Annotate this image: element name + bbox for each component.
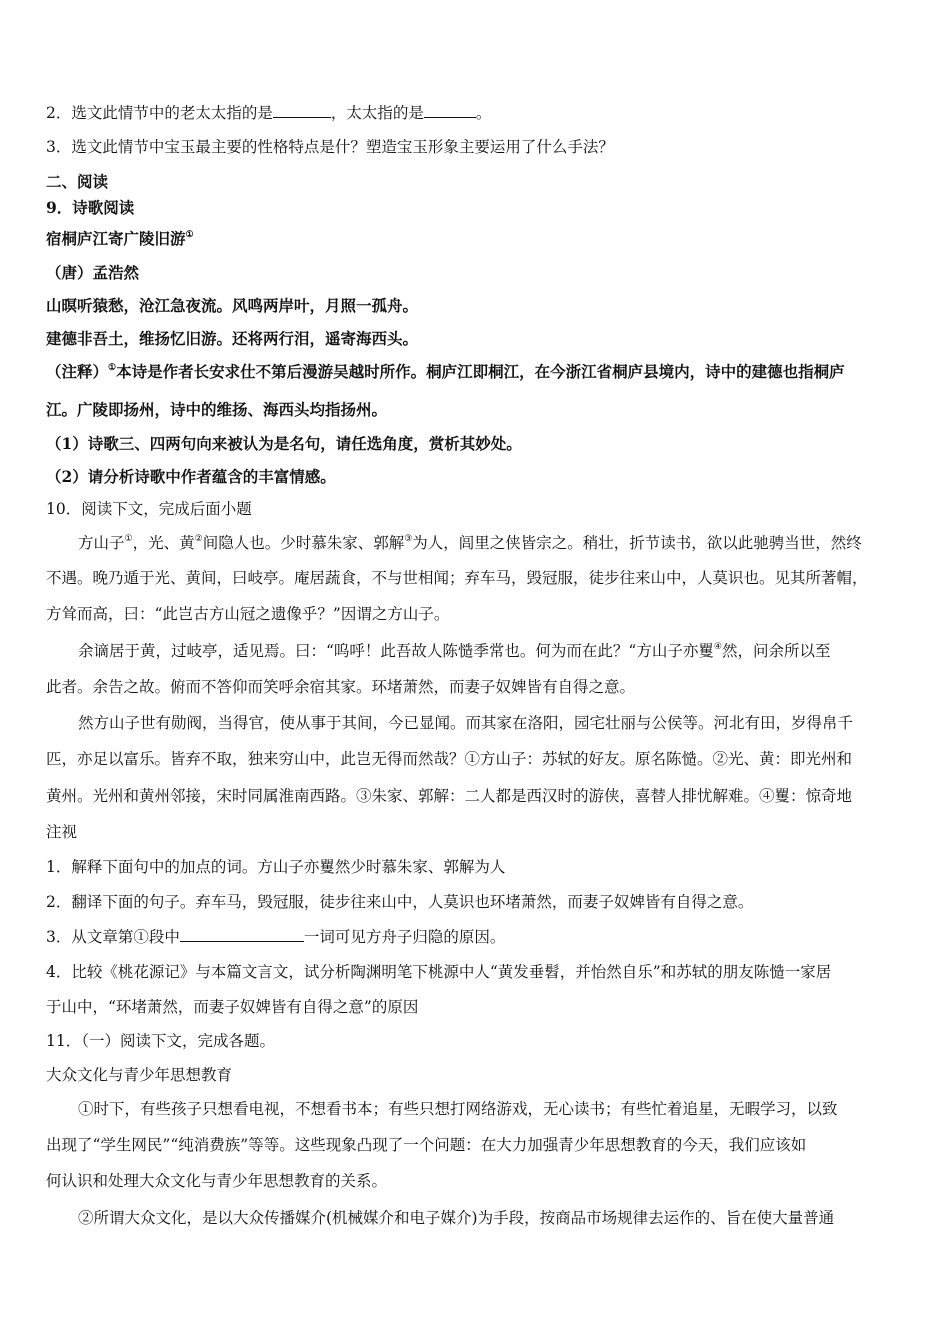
poem-line: 建德非吾土，维扬忆旧游。还将两行泪，遥寄海西头。 [46, 329, 419, 348]
q9-question: （1）诗歌三、四两句向来被认为是名句，请任选角度，赏析其妙处。 [46, 434, 522, 453]
q8-sub3: 3．选文此情节中宝玉最主要的性格特点是什？塑造宝玉形象主要运用了什么手法？ [46, 138, 614, 156]
passage-line: 匹，亦足以富乐。皆弃不取，独来穷山中，此岂无得而然哉？①方山子：苏轼的好友。原名陈慥。②光、黄：即光州和 [46, 750, 853, 768]
poem-note: 江。广陵即扬州，诗中的维扬、海西头均指扬州。 [46, 400, 388, 419]
passage-line: 出现了“学生网民”“纯消费族”等等。这些现象凸现了一个问题：在大力加强青少年思想教育的今天，我们应该如 [46, 1136, 807, 1154]
answer-blank[interactable] [180, 926, 304, 942]
answer-blank[interactable] [424, 102, 476, 118]
poem-author: （唐）孟浩然 [46, 263, 140, 282]
passage-line: 不遇。晚乃遁于光、黄间，曰岐亭。庵居蔬食，不与世相闻；弃车马，毁冠服，徒步往来山中，人莫识也。见其所著帽， [46, 569, 868, 587]
q10-subquestion: 1．解释下面句中的加点的词。方山子亦矍然少时慕朱家、郭解为人 [46, 858, 506, 876]
passage-line: 方山子①，光、黄②间隐人也。少时慕朱家、郭解③为人，闾里之侠皆宗之。稍壮，折节读书，欲以此驰骋当世，然终 [78, 534, 862, 552]
passage-line: 何认识和处理大众文化与青少年思想教育的关系。 [46, 1172, 388, 1190]
q9-title: 9．诗歌阅读 [46, 198, 135, 217]
q10-subquestion: 4．比较《桃花源记》与本篇文言文，试分析陶渊明笔下桃源中人“黄发垂髫，并怡然自乐”和苏轼的朋友陈慥一家居 [46, 963, 832, 981]
article-title: 大众文化与青少年思想教育 [46, 1066, 233, 1084]
q8-sub2: 2．选文此情节中的老太太指的是 ，太太指的是 。 [46, 104, 492, 122]
passage-line: ①时下，有些孩子只想看电视，不想看书本；有些只想打网络游戏，无心读书；有些忙着追星，无暇学习，以致 [78, 1100, 838, 1118]
q10-subquestion: 3．从文章第①段中 一词可见方舟子归隐的原因。 [46, 928, 506, 946]
poem-title: 宿桐庐江寄广陵旧游① [46, 229, 194, 248]
passage-line: 注视 [46, 823, 78, 841]
q11-title: 11．（一）阅读下文，完成各题。 [46, 1032, 275, 1050]
answer-blank[interactable] [273, 102, 331, 118]
passage-line: 余谪居于黄，过岐亭，适见焉。曰：“呜呼！此吾故人陈慥季常也。何为而在此？“方山子亦矍④然，问余所以至 [78, 642, 831, 660]
poem-line: 山暝听猿愁，沧江急夜流。风鸣两岸叶，月照一孤舟。 [46, 296, 419, 315]
passage-line: 方耸而高，曰：“此岂古方山冠之遗像乎？”因谓之方山子。 [46, 605, 450, 623]
q9-question: （2）请分析诗歌中作者蕴含的丰富情感。 [46, 467, 336, 486]
q10-subquestion: 于山中，“环堵萧然，而妻子奴婢皆有自得之意”的原因 [46, 998, 419, 1016]
passage-line: ②所谓大众文化，是以大众传播媒介(机械媒介和电子媒介)为手段，按商品市场规律去运作的、旨在使大量普通 [78, 1209, 835, 1227]
q10-subquestion: 2．翻译下面的句子。弃车马，毁冠服，徒步往来山中，人莫识也环堵萧然，而妻子奴婢皆有自得之意。 [46, 893, 754, 911]
passage-line: 此者。余告之故。俯而不答仰而笑呼余宿其家。环堵萧然，而妻子奴婢皆有自得之意。 [46, 678, 636, 696]
passage-line: 然方山子世有勋阀，当得官，使从事于其间，今已显闻。而其家在洛阳，园宅壮丽与公侯等。河北有田，岁得帛千 [78, 714, 854, 732]
section-heading: 二、阅读 [46, 172, 109, 191]
q10-title: 10．阅读下文，完成后面小题 [46, 500, 252, 518]
poem-note: （注释）①本诗是作者长安求仕不第后漫游吴越时所作。桐庐江即桐江，在今浙江省桐庐县境内，诗中的建德也指桐庐 [46, 362, 845, 381]
passage-line: 黄州。光州和黄州邻接，宋时同属淮南西路。③朱家、郭解：二人都是西汉时的游侠，喜替人排忧解难。④矍：惊奇地 [46, 787, 853, 805]
